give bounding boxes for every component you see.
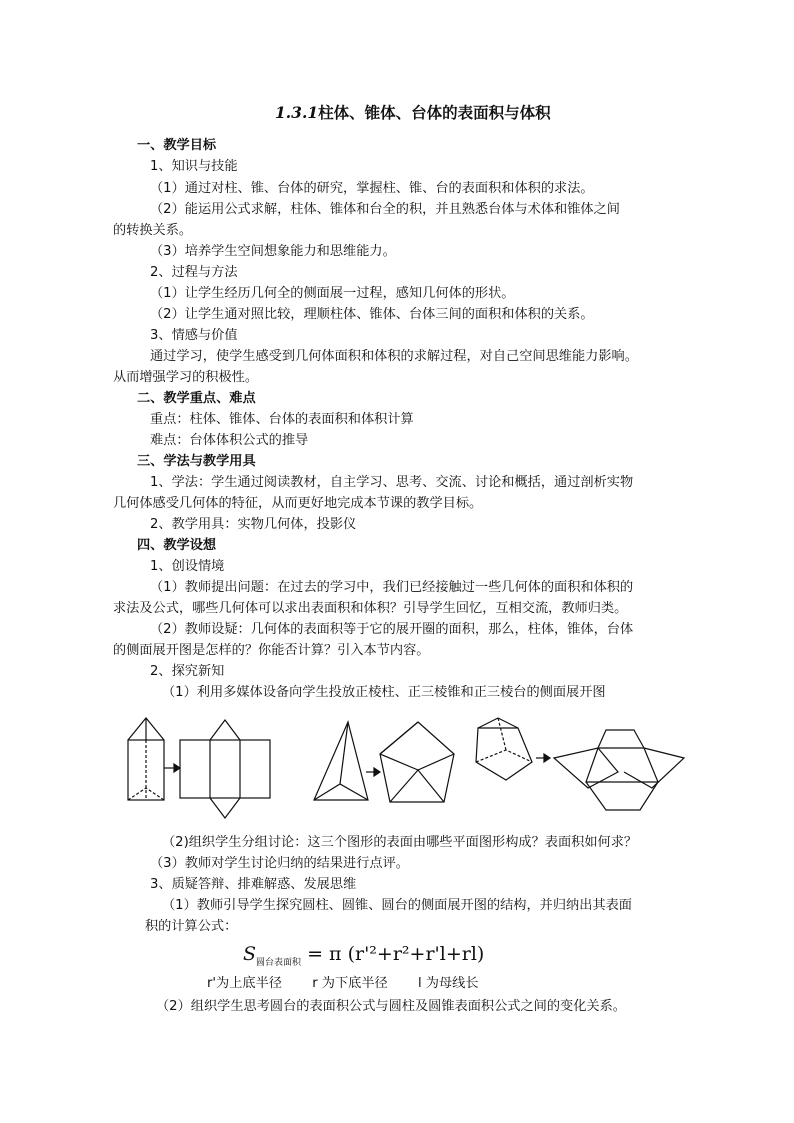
pyramid-net [380,722,454,802]
paragraph: 的转换关系。 [113,223,193,238]
paragraph: （1）教师提出问题：在过去的学习中，我们已经接触过一些几何体的面积和体积的 [150,580,634,595]
arrow-icon [164,764,180,772]
legend-slant-height: l 为母线长 [417,976,479,991]
formula-legend [207,974,479,994]
subheading-knowledge: 1、知识与技能 [150,159,238,174]
prism-label: 三棱柱及其展开图 [146,822,154,823]
paragraph: 的侧面展开图是怎样的？你能否计算？引入本节内容。 [113,643,430,658]
subheading-scenario: 1、创设情境 [150,559,225,574]
section-heading-methods: 三、学法与教学用具 [137,454,256,469]
paragraph: 从而增强学习的积极性。 [113,370,259,385]
formula-subscript: 圆台表面积 [256,958,302,968]
frustum-label: 三棱台及其展开图 [506,822,514,823]
legend-top-radius: r'为上底半径 [207,976,282,991]
paragraph: （1）通过对柱、锥、台体的研究，掌握柱、锥、台的表面积和体积的求法。 [150,181,594,196]
arrow-icon [366,768,380,776]
paragraph: （3）培养学生空间想象能力和思维能力。 [150,244,396,259]
arrow-icon [536,754,550,762]
paragraph: 2、教学用具：实物几何体，投影仪 [150,517,357,532]
pyramid-figure [314,722,368,823]
paragraph: （2）让学生通对照比较，理顺柱体、锥体、台体三间的面积和体积的关系。 [150,307,594,322]
subheading-explore: 2、探究新知 [150,664,225,679]
page-title [275,103,551,123]
section-heading-design: 四、教学设想 [137,538,217,553]
title-number: 1.3.1 [275,103,319,122]
paragraph: （1）教师引导学生探究圆柱、圆锥、圆台的侧面展开图的结构，并归纳出其表面 [162,898,632,913]
paragraph: 几何体感受几何体的特征，从而更好地完成本节课的教学目标。 [113,496,483,511]
section-heading-key-points: 二、教学重点、难点 [137,391,256,406]
subheading-discussion: 3、质疑答辩、排难解惑、发展思维 [150,877,357,892]
pyramid-label: 三棱锥及其展开图 [348,822,356,823]
paragraph: （3）教师对学生讨论归纳的结果进行点评。 [150,856,409,871]
paragraph: （2）组织学生思考圆台的表面积公式与圆柱及圆锥表面积公式之间的变化关系。 [156,999,626,1014]
paragraph: （2)组织学生分组讨论：这三个图形的表面由哪些平面图形构成？表面积如何求？ [162,835,638,850]
formula-symbol: S [243,943,257,965]
subheading-process: 2、过程与方法 [150,265,238,280]
paragraph: 通过学习，使学生感受到几何体面积和体积的求解过程，对自己空间思维能力影响。 [150,349,638,364]
paragraph: 积的计算公式： [145,919,238,934]
frustum-net [554,730,684,810]
paragraph: （2）教师设疑：几何体的表面积等于它的展开圈的面积，那么，柱体，锥体，台体 [150,622,634,637]
frustum-surface-area-formula [243,943,484,968]
paragraph: 求法及公式，哪些几何体可以求出表面积和体积？引导学生回忆，互相交流，教师归类。 [113,601,628,616]
paragraph: 难点：台体体积公式的推导 [150,433,309,448]
prism-net [180,720,270,818]
prism-figure [128,718,164,823]
frustum-figure [476,718,532,823]
paragraph: 重点：柱体、锥体、台体的表面积和体积计算 [150,412,414,427]
title-text: 柱体、锥体、台体的表面积与体积 [318,103,551,122]
unfolding-figures [118,710,688,830]
formula-body: = π (r'²+r²+r'l+rl) [307,943,485,965]
paragraph: （1）让学生经历几何全的侧面展一过程，感知几何体的形状。 [150,286,515,301]
subheading-values: 3、情感与价值 [150,328,238,343]
section-heading-objectives: 一、教学目标 [137,138,217,153]
legend-bottom-radius: r 为下底半径 [312,976,388,991]
paragraph: 1、学法：学生通过阅读教材，自主学习、思考、交流、讨论和概括，通过剖析实物 [150,475,634,490]
paragraph: （1）利用多媒体设备向学生投放正棱柱、正三棱锥和正三棱台的侧面展开图 [162,685,606,700]
paragraph: （2）能运用公式求解，柱体、锥体和台全的积，并且熟悉台体与术体和锥体之间 [150,202,620,217]
